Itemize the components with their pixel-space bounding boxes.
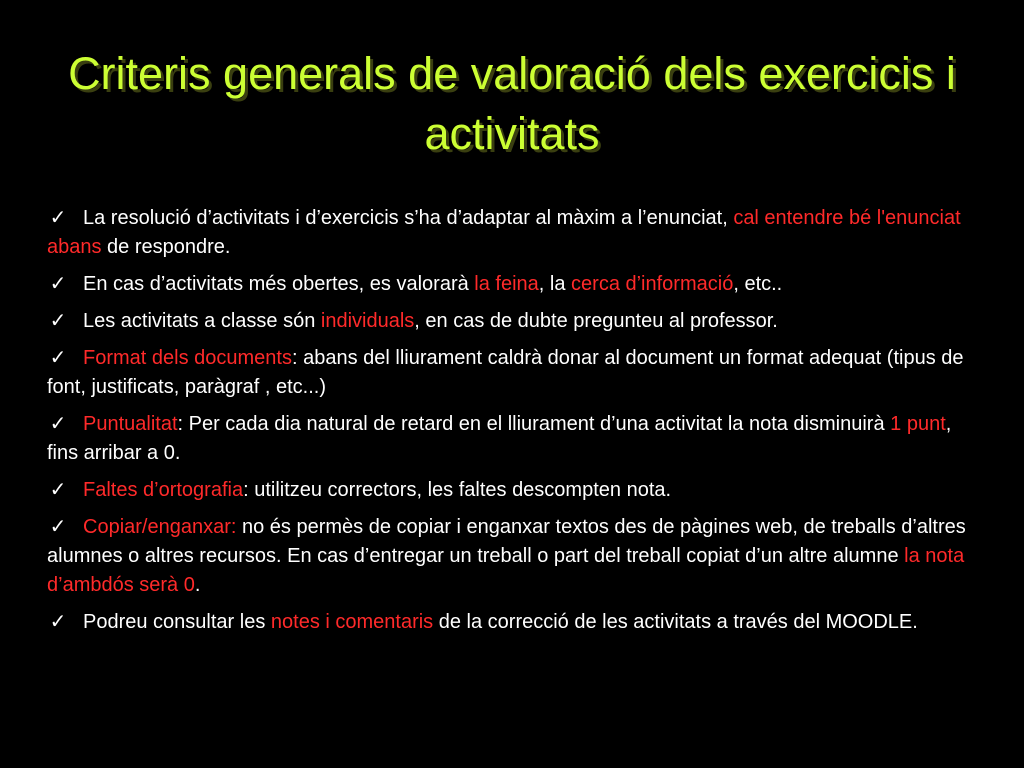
bullet-item [47, 204, 977, 262]
highlighted-text: Faltes d’ortografia [83, 479, 244, 501]
bullet-text: : utilitzeu correctors, les faltes descompten nota. [243, 479, 672, 501]
bullet-text: En cas d’activitats més obertes, es valorarà [83, 273, 475, 295]
bullet-list [47, 204, 977, 645]
bullet-text: La resolució d’activitats i d’exercicis s’ha d’adaptar al màxim a l’enunciat, [83, 207, 734, 229]
highlighted-text: individuals [320, 310, 415, 332]
bullet-item [47, 608, 977, 637]
bullet-text: no és permès de copiar i enganxar textos des de pàgines web, de treballs d’altres alumnes o altres recursos. En cas d’entregar un treball o part del treball copiat d’un altre alumne [47, 516, 966, 567]
highlighted-text: cal entendre bé l'enunciat abans [47, 207, 961, 258]
bullet-item [47, 410, 977, 468]
bullet-text: , en cas de dubte pregunteu al professor. [414, 310, 778, 332]
slide-title: Criteris generals de valoració dels exercicis i activitats [68, 48, 956, 159]
bullet-text: de respondre. [101, 236, 231, 258]
highlighted-text: 1 punt [890, 413, 946, 435]
bullet-item [47, 344, 977, 402]
bullet-text: Les activitats a classe són [83, 310, 321, 332]
bullet-text: : abans del lliurament caldrà donar al document un format adequat (tipus de font, justificats, paràgraf , etc...) [47, 347, 964, 398]
check-icon: ✓ [49, 516, 67, 538]
bullet-item [47, 307, 977, 336]
highlighted-text: Copiar/enganxar: [83, 516, 237, 538]
bullet-item [47, 270, 977, 299]
check-icon: ✓ [49, 273, 67, 295]
bullet-text: : Per cada dia natural de retard en el lliurament d’una activitat la nota disminuirà [177, 413, 891, 435]
check-icon: ✓ [49, 310, 67, 332]
highlighted-text: la feina [474, 273, 539, 295]
bullet-item [47, 513, 977, 600]
bullet-text: Podreu consultar les [83, 611, 271, 633]
bullet-text: , la [538, 273, 572, 295]
check-icon: ✓ [49, 611, 67, 633]
bullet-item [47, 476, 977, 505]
bullet-text: , etc.. [733, 273, 783, 295]
bullet-text: . [194, 574, 201, 596]
bullet-text: , fins arribar a 0. [47, 413, 952, 464]
check-icon: ✓ [49, 479, 67, 501]
bullet-text: de la correcció de les activitats a través del MOODLE. [433, 611, 918, 633]
highlighted-text: cerca d’informació [571, 273, 734, 295]
highlighted-text: la nota d’ambdós serà 0 [47, 545, 965, 596]
highlighted-text: Format dels documents [83, 347, 292, 369]
check-icon: ✓ [49, 413, 67, 435]
check-icon: ✓ [49, 207, 67, 229]
highlighted-text: Puntualitat [83, 413, 178, 435]
check-icon: ✓ [49, 347, 67, 369]
highlighted-text: notes i comentaris [270, 611, 434, 633]
